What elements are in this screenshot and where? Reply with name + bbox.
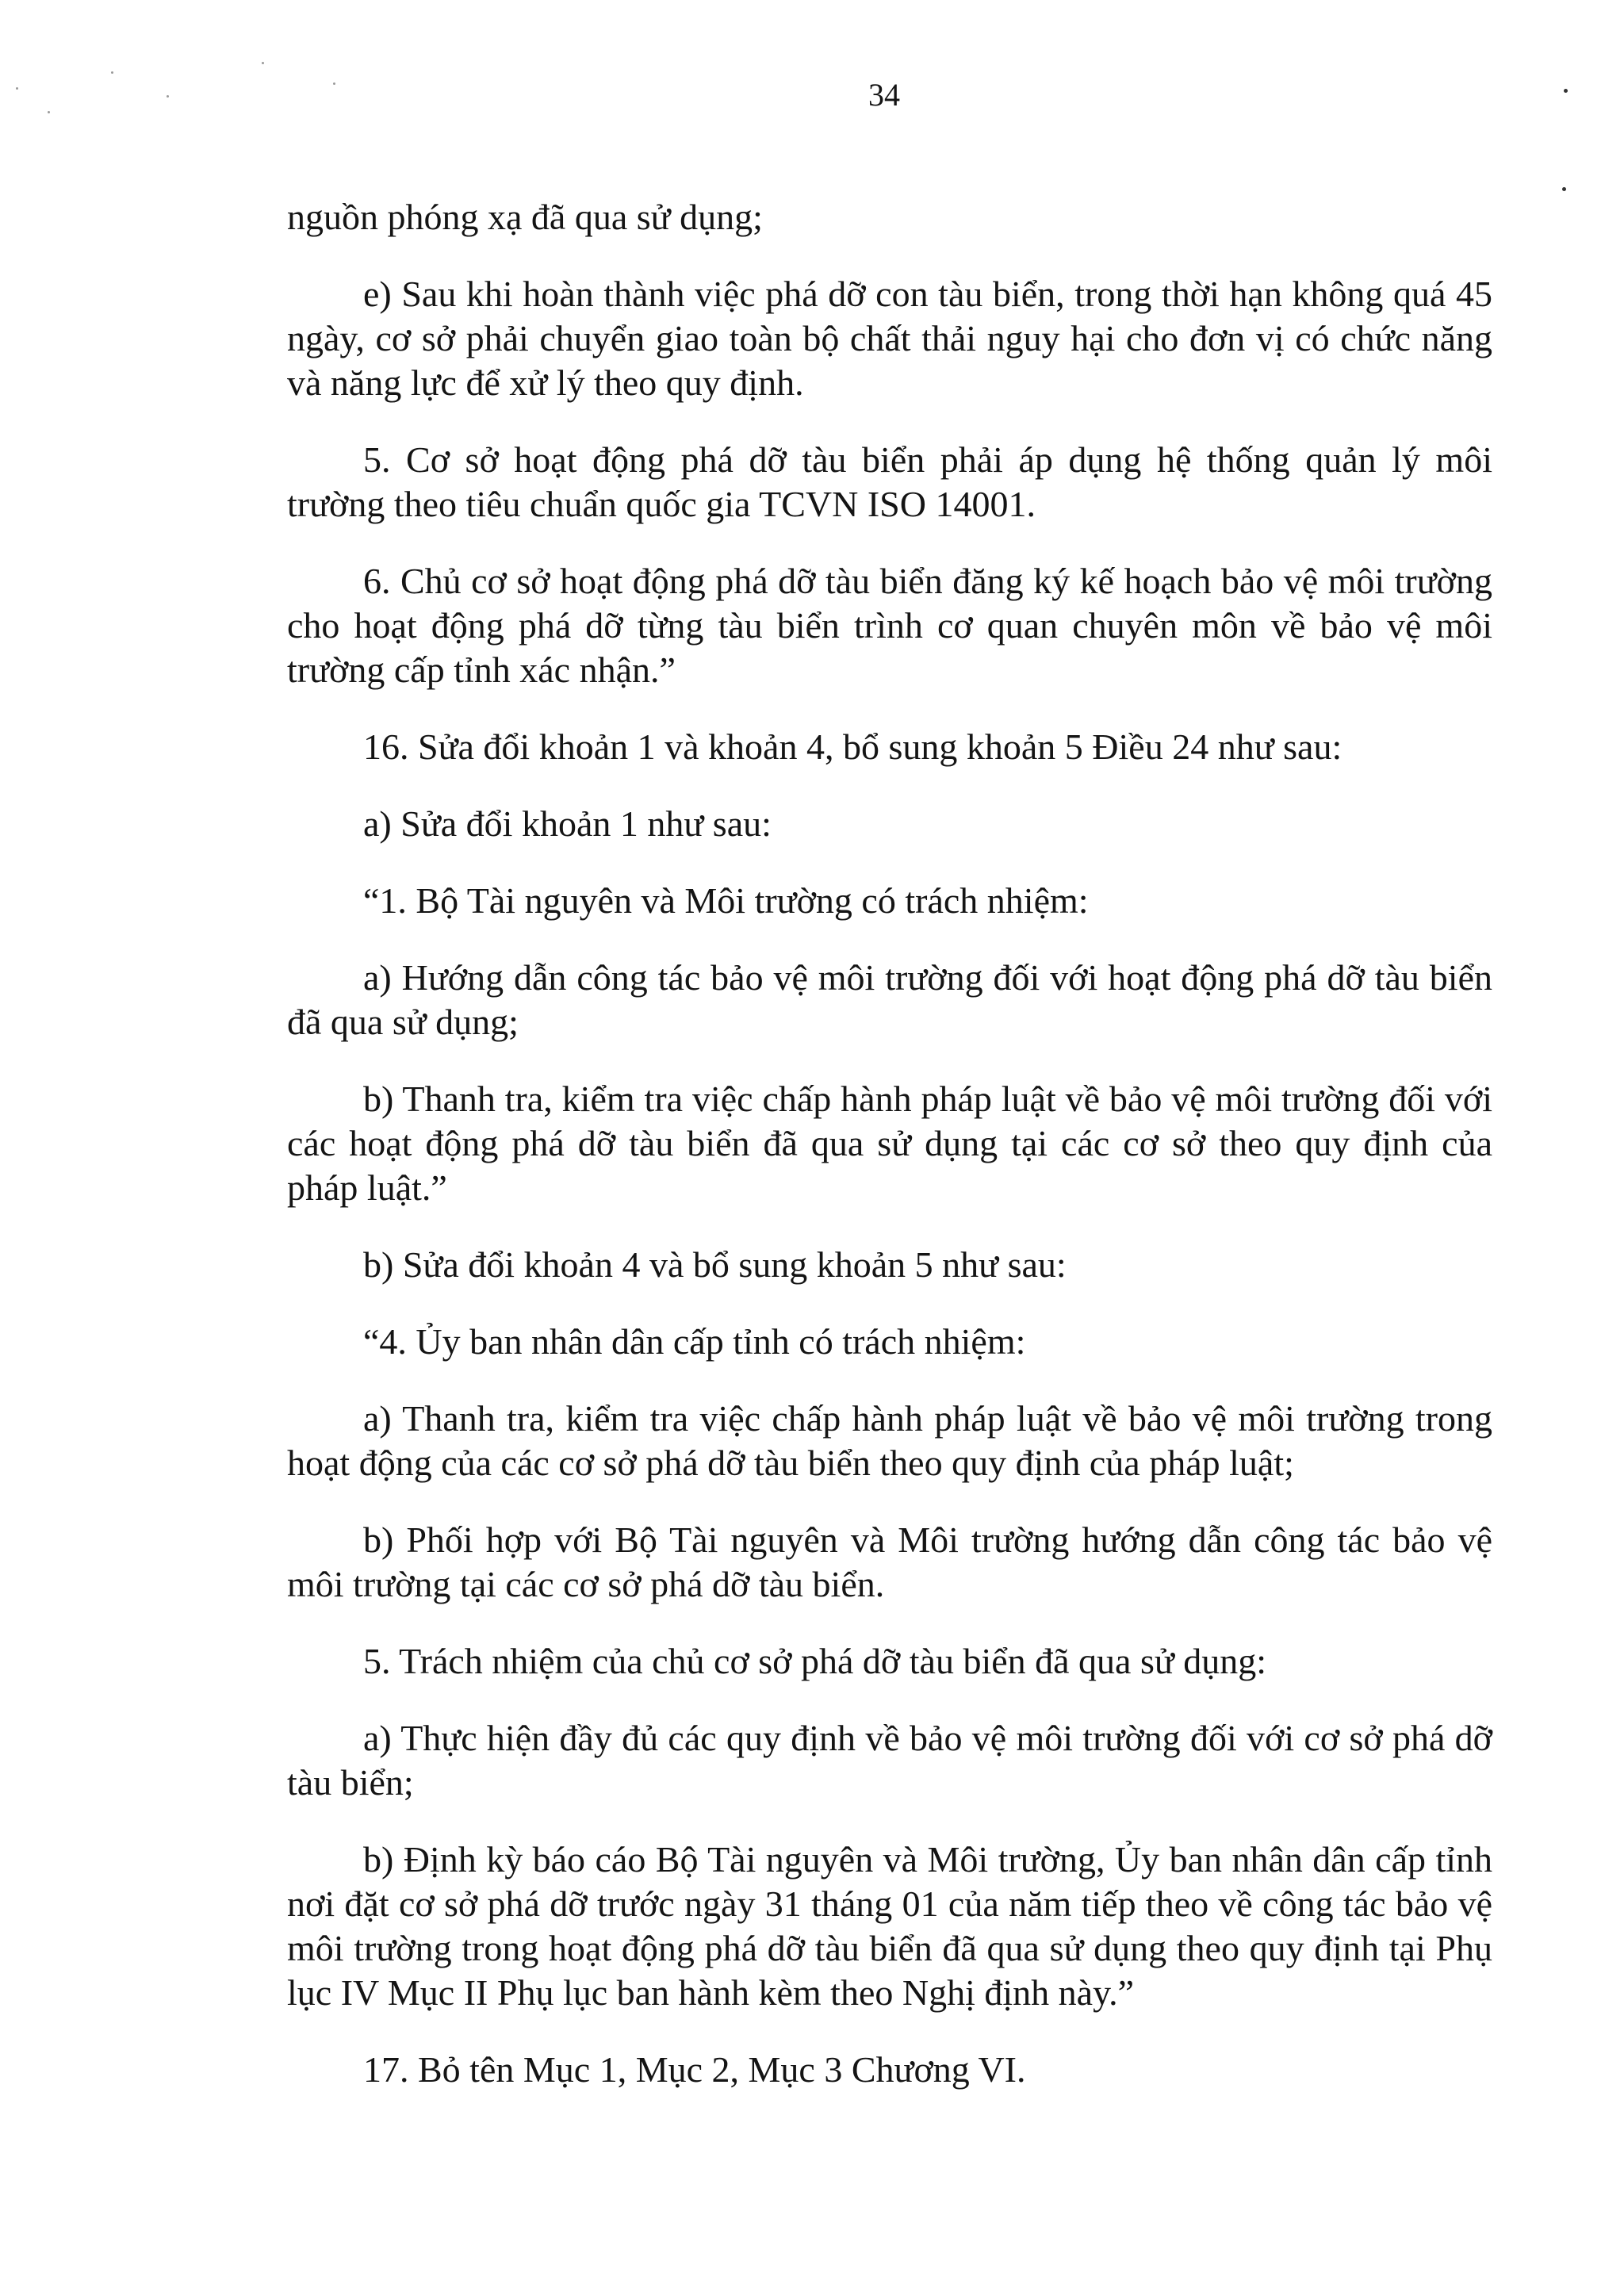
paragraph: b) Sửa đổi khoản 4 và bổ sung khoản 5 như sau: (363, 1244, 1067, 1285)
paragraph: b) Định kỳ báo cáo Bộ Tài nguyên và Môi trường, Ủy ban nhân dân cấp tỉnh nơi đặt cơ sở phá dỡ trước ngày 31 tháng 01 của năm tiếp theo về công tác bảo vệ môi trường trong hoạt động phá dỡ tàu biển đã qua sử dụng theo quy định tại Phụ lục IV Mục II Phụ lục ban hành kèm theo Nghị định này.” (287, 1839, 1492, 2013)
scan-speck (262, 62, 264, 64)
paragraph: a) Thực hiện đầy đủ các quy định về bảo vệ môi trường đối với cơ sở phá dỡ tàu biển; (287, 1718, 1492, 1803)
scan-speck (111, 71, 113, 74)
paragraph: “1. Bộ Tài nguyên và Môi trường có trách nhiệm: (363, 880, 1089, 921)
paragraph: 6. Chủ cơ sở hoạt động phá dỡ tàu biển đăng ký kế hoạch bảo vệ môi trường cho hoạt động phá dỡ từng tàu biển trình cơ quan chuyên môn về bảo vệ môi trường cấp tỉnh xác nhận.” (287, 561, 1492, 690)
page-number: 34 (868, 77, 900, 113)
paragraph: a) Hướng dẫn công tác bảo vệ môi trường đối với hoạt động phá dỡ tàu biển đã qua sử dụng; (287, 957, 1492, 1042)
paragraph: 5. Cơ sở hoạt động phá dỡ tàu biển phải áp dụng hệ thống quản lý môi trường theo tiêu chuẩn quốc gia TCVN ISO 14001. (287, 439, 1492, 524)
paragraph: 17. Bỏ tên Mục 1, Mục 2, Mục 3 Chương VI. (363, 2049, 1026, 2090)
document-body (287, 195, 1492, 2125)
scan-speck (1562, 187, 1566, 191)
paragraph: 5. Trách nhiệm của chủ cơ sở phá dỡ tàu biển đã qua sử dụng: (363, 1641, 1267, 1681)
paragraph: b) Thanh tra, kiểm tra việc chấp hành pháp luật về bảo vệ môi trường đối với các hoạt động phá dỡ tàu biển đã qua sử dụng tại các cơ sở theo quy định của pháp luật.” (287, 1079, 1492, 1208)
paragraph: 16. Sửa đổi khoản 1 và khoản 4, bổ sung khoản 5 Điều 24 như sau: (363, 726, 1342, 767)
paragraph: b) Phối hợp với Bộ Tài nguyên và Môi trường hướng dẫn công tác bảo vệ môi trường tại các cơ sở phá dỡ tàu biển. (287, 1519, 1492, 1604)
paragraph: nguồn phóng xạ đã qua sử dụng; (287, 197, 763, 237)
paragraph: a) Sửa đổi khoản 1 như sau: (363, 803, 772, 844)
paragraph: “4. Ủy ban nhân dân cấp tỉnh có trách nhiệm: (363, 1321, 1026, 1362)
paragraph: e) Sau khi hoàn thành việc phá dỡ con tàu biển, trong thời hạn không quá 45 ngày, cơ sở phải chuyển giao toàn bộ chất thải nguy hại cho đơn vị có chức năng và năng lực để xử lý theo quy định. (287, 274, 1492, 403)
paragraph: a) Thanh tra, kiểm tra việc chấp hành pháp luật về bảo vệ môi trường trong hoạt động của các cơ sở phá dỡ tàu biển theo quy định của pháp luật; (287, 1398, 1492, 1483)
